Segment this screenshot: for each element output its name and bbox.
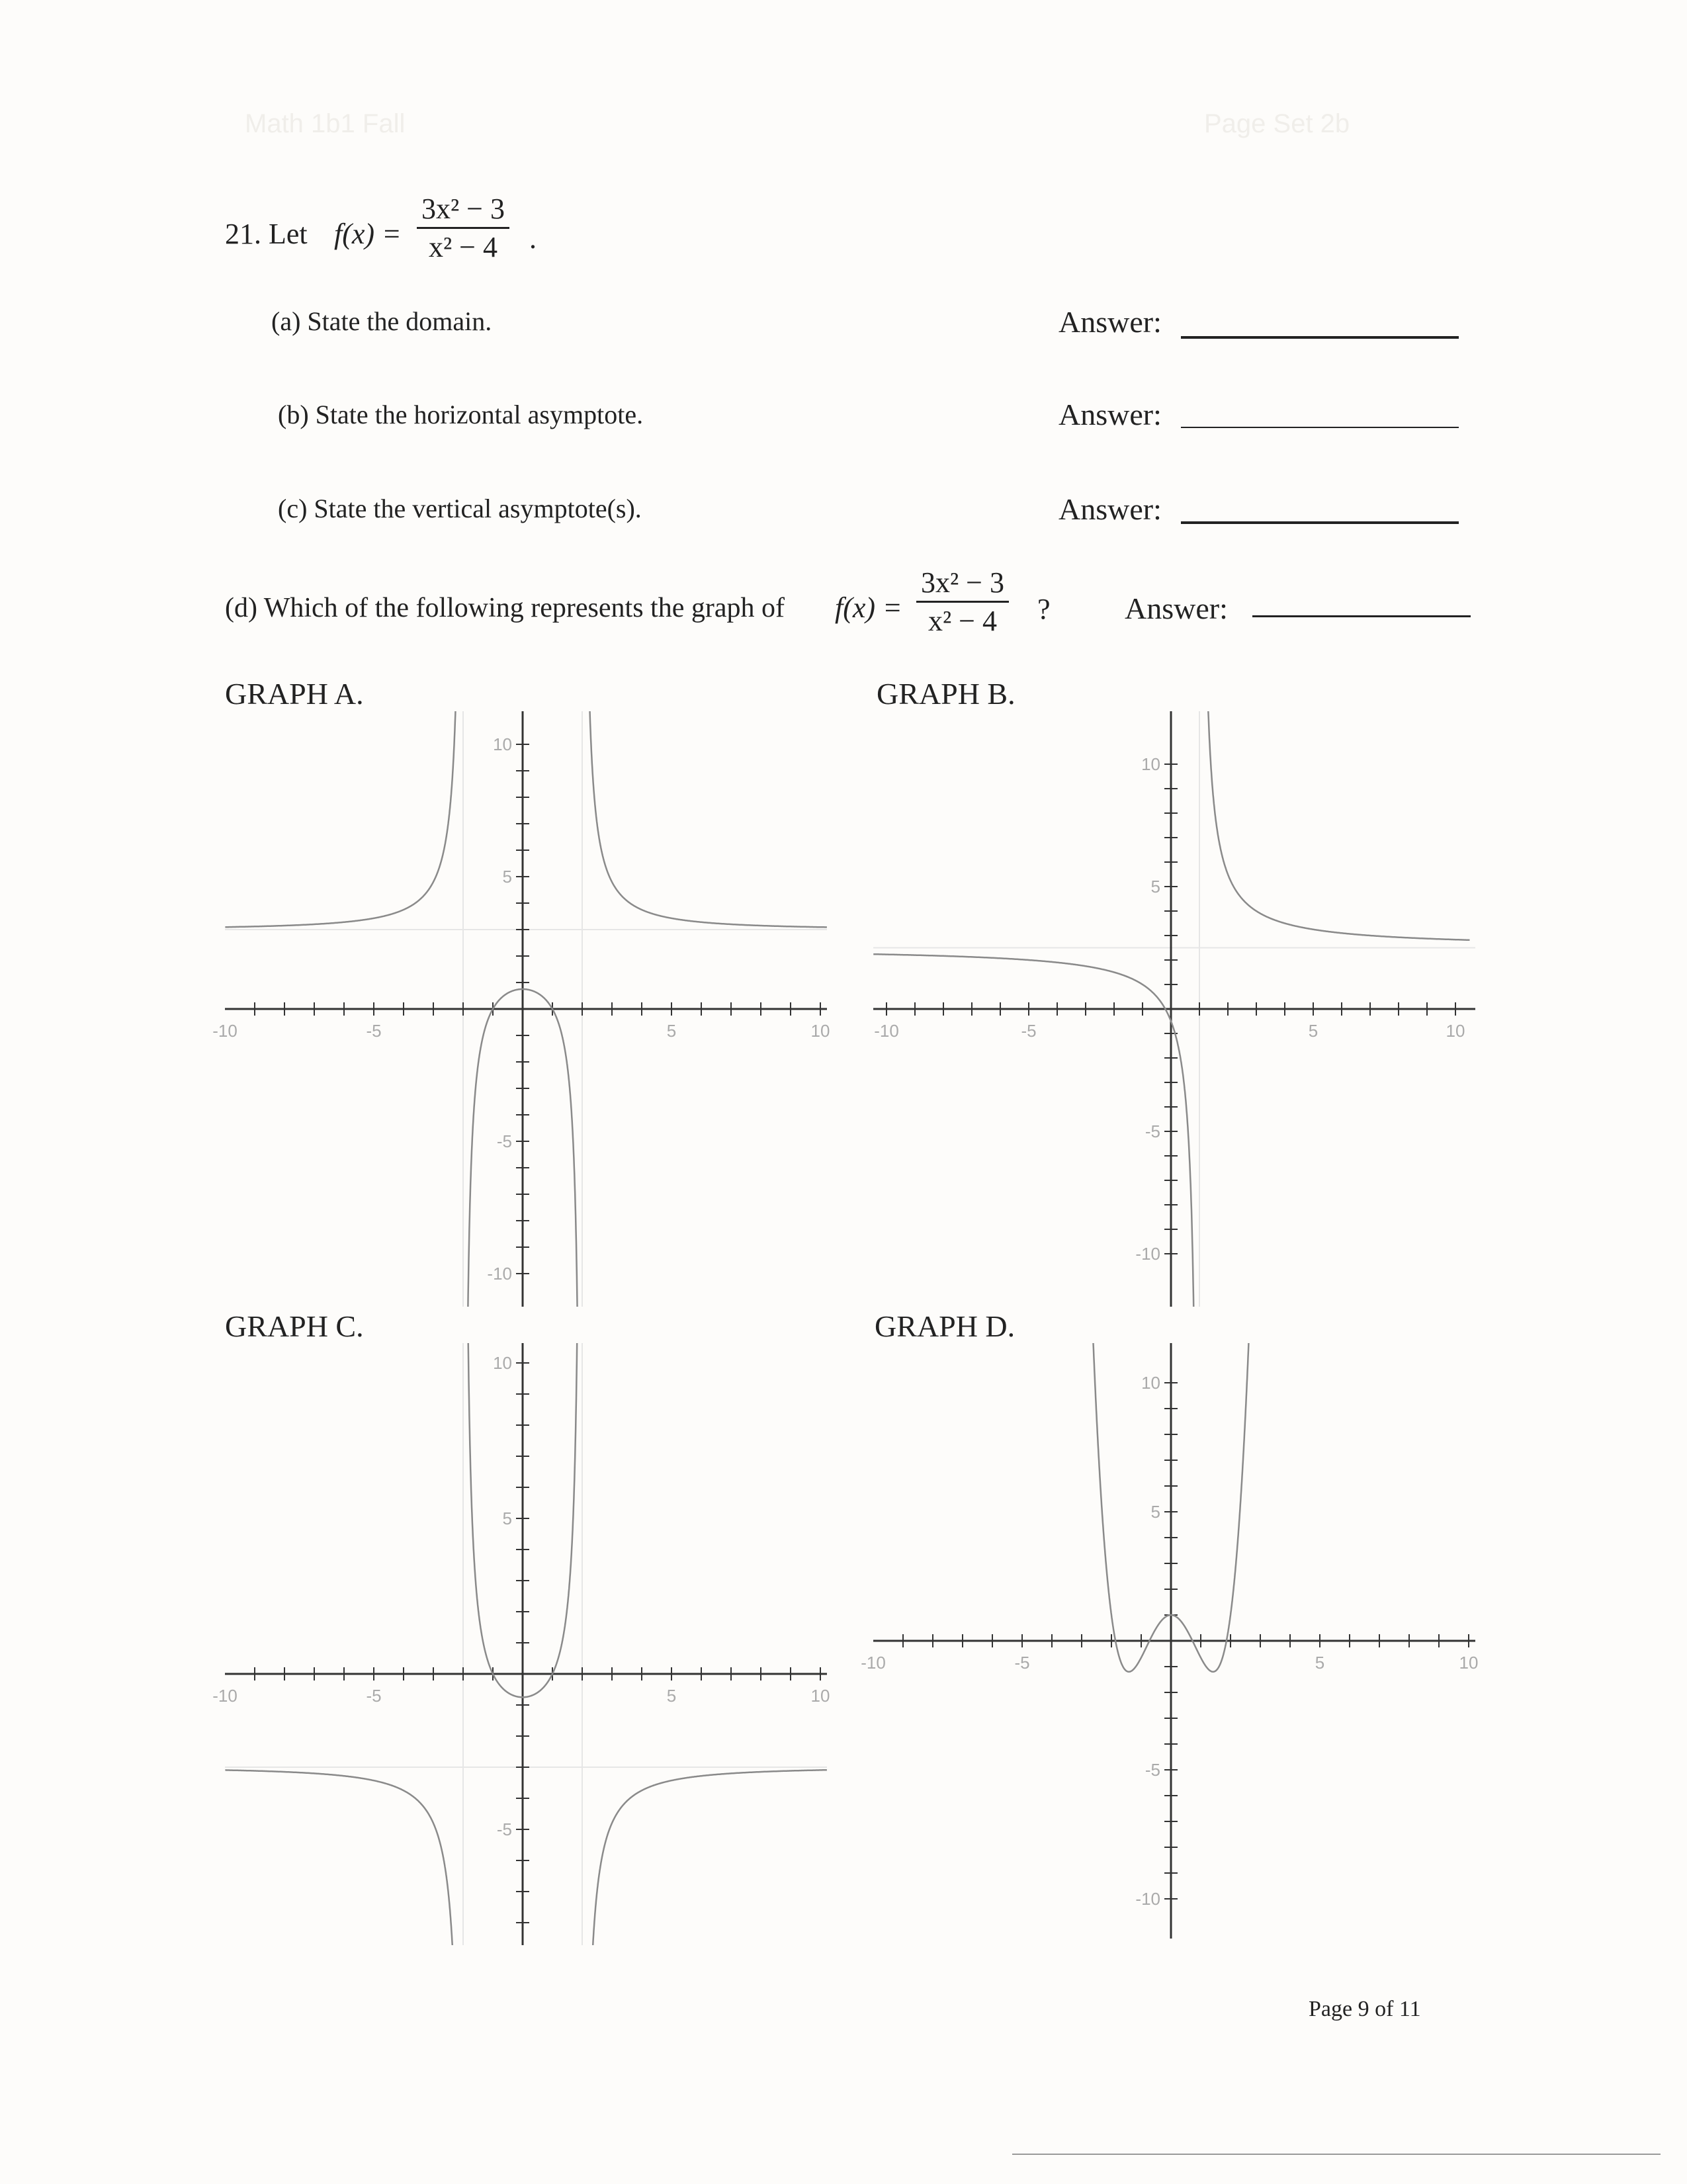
x-tick-label: -10: [212, 1021, 238, 1041]
part-a-label: (a) State the domain.: [271, 306, 492, 336]
part-d-func-lhs: f(x) =: [835, 591, 902, 624]
part-c-answer-label: Answer:: [1059, 492, 1162, 526]
x-tick-label: 5: [1315, 1653, 1325, 1673]
part-b-label: (b) State the horizontal asymptote.: [278, 400, 644, 429]
x-tick-label: -10: [212, 1686, 238, 1706]
y-tick-label: -5: [496, 1131, 512, 1151]
y-tick-label: -5: [496, 1819, 512, 1839]
x-tick-label: 5: [666, 1686, 677, 1706]
y-tick-label: 10: [1141, 1373, 1160, 1393]
page-number: Page 9 of 11: [1309, 1997, 1421, 2021]
part-d-question-mark: ?: [1037, 593, 1051, 625]
part-d-denominator: x² − 4: [928, 605, 997, 637]
header-right: Page Set 2b: [1204, 109, 1350, 138]
x-tick-label: -5: [1014, 1653, 1030, 1673]
header-left: Math 1b1 Fall: [245, 109, 406, 138]
part-d-label: (d) Which of the following represents the graph of: [225, 593, 785, 623]
y-tick-label: 10: [1141, 754, 1160, 774]
x-tick-label: -5: [1021, 1021, 1037, 1041]
y-tick-label: -5: [1145, 1760, 1160, 1780]
x-tick-label: 10: [1446, 1021, 1465, 1041]
y-tick-label: 5: [1150, 1502, 1160, 1522]
part-a-answer-label: Answer:: [1059, 305, 1162, 339]
y-tick-label: 5: [502, 1508, 512, 1528]
y-tick-label: -5: [1145, 1121, 1160, 1141]
x-tick-label: -5: [366, 1686, 382, 1706]
x-tick-label: 5: [666, 1021, 677, 1041]
question-func-lhs: f(x) =: [334, 218, 402, 250]
part-b-answer-label: Answer:: [1059, 398, 1162, 431]
y-tick-label: 10: [493, 734, 512, 754]
graph-d-label: GRAPH D.: [875, 1309, 1016, 1343]
part-c-label: (c) State the vertical asymptote(s).: [278, 494, 642, 523]
question-denominator: x² − 4: [428, 231, 497, 263]
x-tick-label: -10: [874, 1021, 899, 1041]
question-end-punct: .: [529, 222, 537, 255]
x-tick-label: -10: [861, 1653, 886, 1673]
graph-b-label: GRAPH B.: [877, 677, 1016, 711]
part-d-answer-label: Answer:: [1125, 591, 1228, 625]
question-number: 21. Let: [225, 218, 308, 250]
y-tick-label: 5: [502, 867, 512, 887]
x-tick-label: 10: [1459, 1653, 1479, 1673]
graph-a-label: GRAPH A.: [225, 677, 364, 711]
y-tick-label: -10: [1135, 1244, 1160, 1264]
y-tick-label: 5: [1150, 877, 1160, 896]
part-d-numerator: 3x² − 3: [920, 566, 1004, 599]
question-numerator: 3x² − 3: [421, 193, 505, 225]
x-tick-label: 5: [1308, 1021, 1319, 1041]
y-tick-label: -10: [1135, 1889, 1160, 1909]
x-tick-label: 10: [810, 1686, 830, 1706]
footer-rule: [1012, 2154, 1661, 2155]
y-tick-label: 10: [493, 1353, 512, 1373]
graph-c-label: GRAPH C.: [225, 1309, 364, 1343]
x-tick-label: 10: [810, 1021, 830, 1041]
x-tick-label: -5: [366, 1021, 382, 1041]
y-tick-label: -10: [487, 1264, 512, 1284]
